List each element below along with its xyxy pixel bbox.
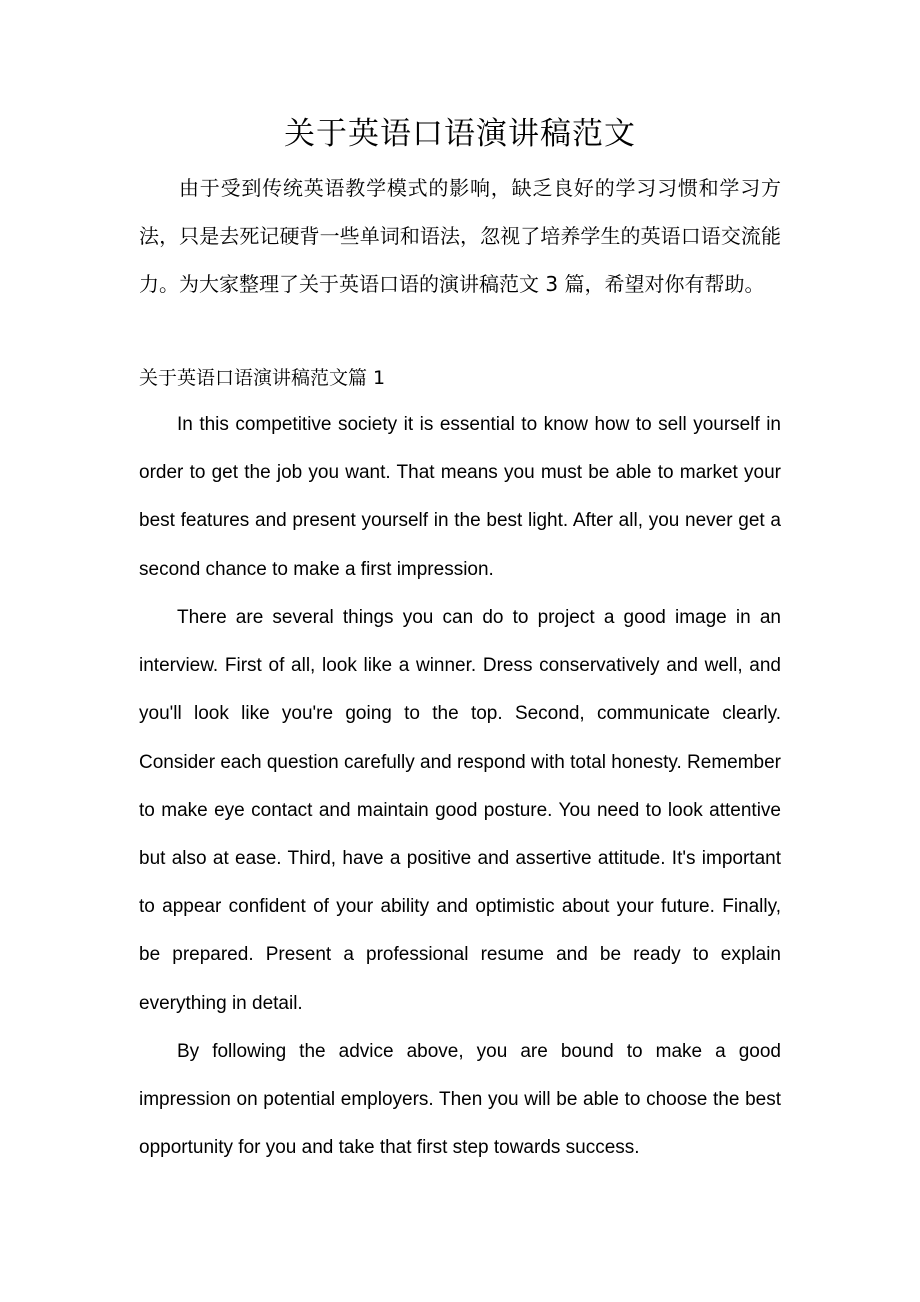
body-paragraph-2: There are several things you can do to project a good image in an interview. First of all, look like a winner. Dress conservatively and well, and you'll look like you're going to the top. Second, communicate clearly. Consider each question carefully and respond with total honesty. Remember to make eye contact and maintain good posture. You need to look attentive but also at ease. Third, have a positive and assertive attitude. It's important to appear confident of your ability and optimistic about your future. Finally, be prepared. Present a professional resume and be ready to explain everything in detail. [139,607,781,1014]
intro-paragraph: 由于受到传统英语教学模式的影响，缺乏良好的学习习惯和学习方法，只是去死记硬背一些单词和语法，忽视了培养学生的英语口语交流能力。为大家整理了关于英语口语的演讲稿范文 3 篇，希望对你有帮助。 [139,176,781,297]
body-paragraph-3: By following the advice above, you are bound to make a good impression on potential employers. Then you will be able to choose the best opportunity for you and take that first step towards success. [139,1041,781,1159]
body-paragraph-1: In this competitive society it is essential to know how to sell yourself in order to get the job you want. That means you must be able to market your best features and present yourself in the best light. After all, you never get a second chance to make a first impression. [139,414,781,580]
section-heading: 关于英语口语演讲稿范文篇 1 [139,367,386,389]
document-title: 关于英语口语演讲稿范文 [284,116,636,152]
